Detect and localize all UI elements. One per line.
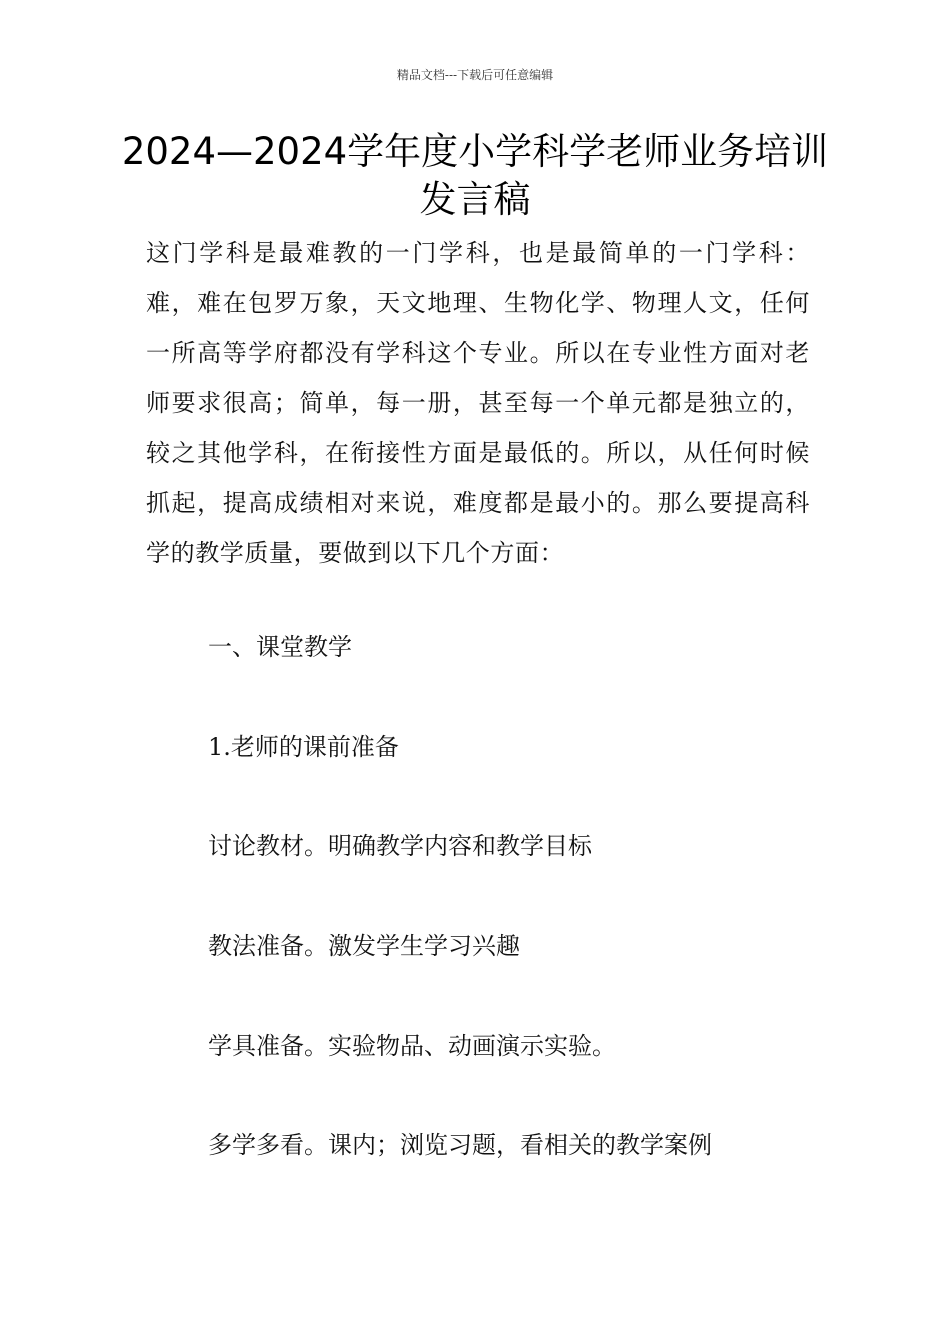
page-header: 精品文档---下载后可任意编辑 bbox=[396, 68, 554, 82]
subheading-teacher-preparation: 1.老师的课前准备 bbox=[208, 733, 399, 761]
intro-paragraph: 这门学科是最难教的一门学科，也是最简单的一门学科：难，难在包罗万象，天文地理、生物化学、物理人文，任何一所高等学府都没有学科这个专业。所以在专业性方面对老师要求很高；简单，每一册，甚至每一个单元都是独立的，较之其他学科，在衔接性方面是最低的。所以，从任何时候抓起，提高成绩相对来说，难度都是最小的。那么要提高科学的教学质量，要做到以下几个方面： bbox=[146, 239, 810, 567]
list-item: 教法准备。激发学生学习兴趣 bbox=[208, 932, 520, 960]
list-item: 讨论教材。明确教学内容和教学目标 bbox=[208, 832, 592, 860]
list-item: 学具准备。实验物品、动画演示实验。 bbox=[208, 1032, 616, 1060]
list-item: 多学多看。课内；浏览习题，看相关的教学案例 bbox=[208, 1131, 712, 1159]
section-heading-classroom-teaching: 一、课堂教学 bbox=[208, 633, 352, 661]
document-title: 2024—2024学年度小学科学老师业务培训发言稿 bbox=[121, 130, 829, 221]
